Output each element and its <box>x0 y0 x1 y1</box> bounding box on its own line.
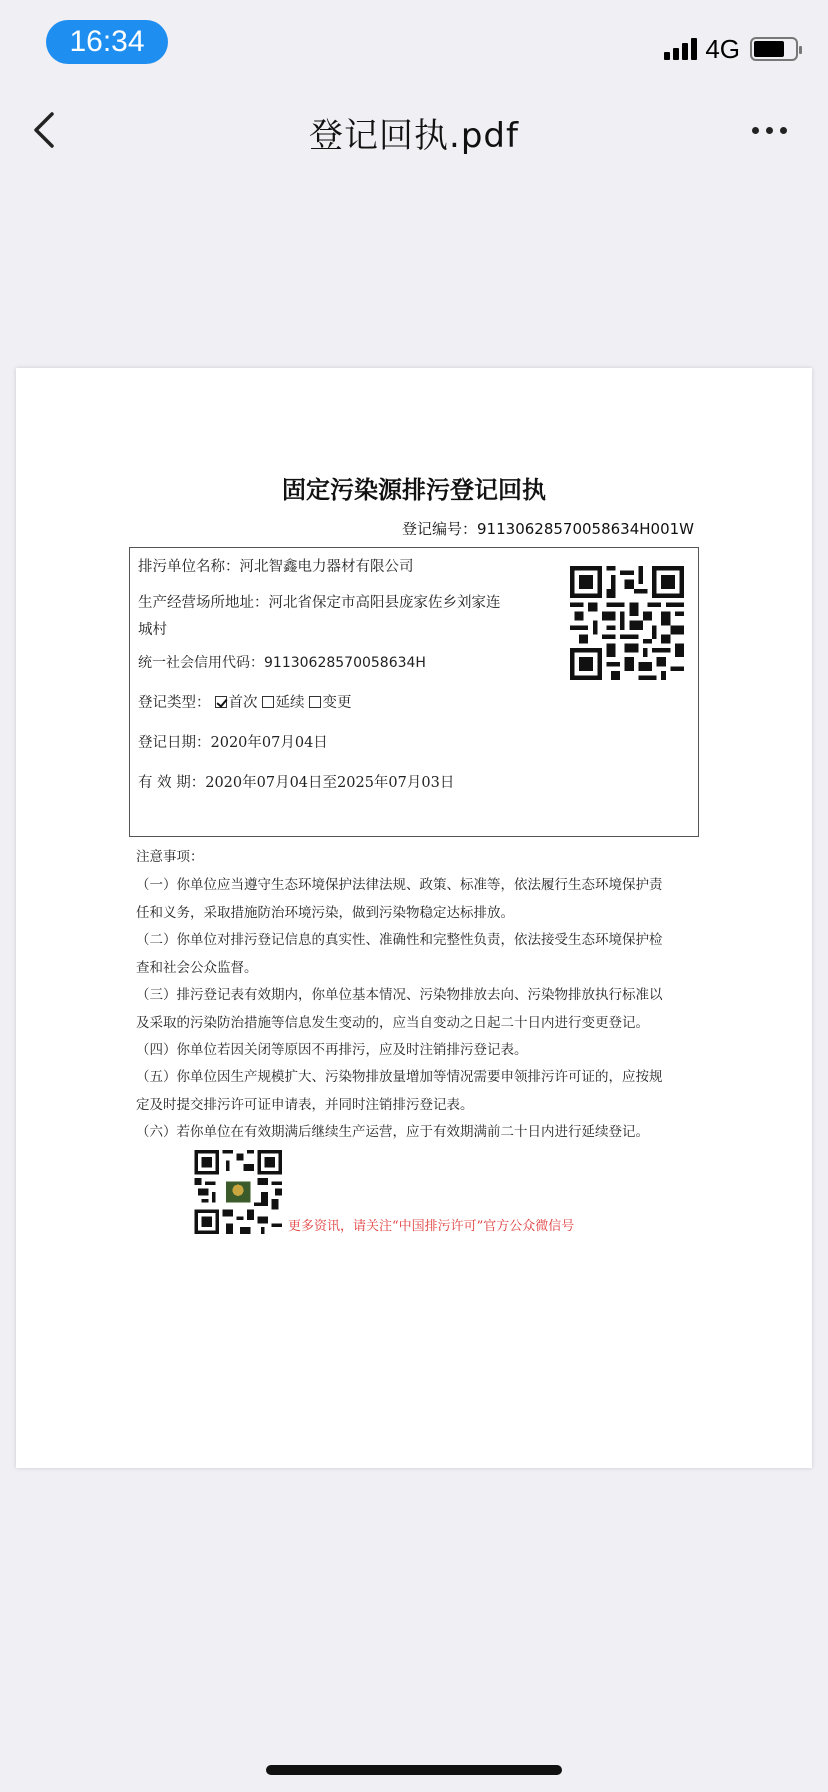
note-line: 任和义务，采取措施防治环境污染，做到污染物稳定达标排放。 <box>136 905 514 921</box>
registration-date: 登记日期：2020年07月04日 <box>138 735 328 751</box>
status-indicators <box>664 34 798 64</box>
note-line: 及采取的污染防治措施等信息发生变动的，应当自变动之日起二十日内进行变更登记。 <box>136 1015 649 1031</box>
wechat-qr-code-icon <box>194 1150 282 1234</box>
registration-number: 登记编号：91130628570058634H001W <box>402 520 694 538</box>
note-line: （三）排污登记表有效期内，你单位基本情况、污染物排放去向、污染物排放执行标准以 <box>136 987 663 1003</box>
note-line: （六）若你单位在有效期满后继续生产运营，应于有效期满前二十日内进行延续登记。 <box>136 1124 649 1140</box>
checkbox-change <box>309 696 321 708</box>
network-type: 4G <box>705 33 740 64</box>
doc-title: 固定污染源排污登记回执 <box>282 476 546 504</box>
reg-type-label: 登记类型： <box>138 695 211 711</box>
notes-title: 注意事项： <box>136 849 204 865</box>
registration-type <box>138 688 352 718</box>
reg-type-change: 变更 <box>322 695 352 711</box>
checkbox-first <box>215 696 227 708</box>
note-line: 查和社会公众监督。 <box>136 960 258 976</box>
note-line: （二）你单位对排污登记信息的真实性、准确性和完整性负责，依法接受生态环境保护检 <box>136 932 663 948</box>
battery-icon <box>750 37 798 61</box>
status-bar <box>0 0 828 80</box>
note-line: （四）你单位若因关闭等原因不再排污，应及时注销排污登记表。 <box>136 1042 528 1058</box>
battery-level <box>754 41 784 57</box>
nav-bar <box>0 80 828 176</box>
note-line: （五）你单位因生产规模扩大、污染物排放量增加等情况需要申领排污许可证的，应按规 <box>136 1069 663 1085</box>
reg-type-first: 首次 <box>228 695 258 711</box>
follow-wechat-text: 更多资讯，请关注“中国排污许可”官方公众微信号 <box>288 1219 575 1234</box>
signal-icon <box>664 38 697 60</box>
unit-name: 排污单位名称：河北智鑫电力器材有限公司 <box>138 559 414 575</box>
ellipsis-dot <box>780 127 787 134</box>
note-line: （一）你单位应当遵守生态环境保护法律法规、政策、标准等，依法履行生态环境保护责 <box>136 877 663 893</box>
pdf-page <box>16 368 812 1468</box>
ellipsis-icon <box>752 127 759 134</box>
home-indicator[interactable] <box>266 1765 562 1775</box>
checkbox-renew <box>262 696 274 708</box>
address-line-1: 生产经营场所地址：河北省保定市高阳县庞家佐乡刘家连 <box>138 595 501 611</box>
reg-type-renew: 延续 <box>275 695 305 711</box>
info-box <box>129 547 699 837</box>
note-line: 定及时提交排污许可证申请表，并同时注销排污登记表。 <box>136 1097 474 1113</box>
qr-code-icon <box>570 566 684 680</box>
more-button[interactable] <box>752 120 792 140</box>
validity-period: 有 效 期：2020年07月04日至2025年07月03日 <box>138 775 455 791</box>
pdf-viewer[interactable] <box>0 176 828 1792</box>
credit-code: 统一社会信用代码：91130628570058634H <box>138 655 426 671</box>
ellipsis-dot <box>766 127 773 134</box>
status-time[interactable]: 16:34 <box>46 20 168 64</box>
address-line-2: 城村 <box>138 622 167 638</box>
document-name: 登记回执.pdf <box>309 116 519 156</box>
